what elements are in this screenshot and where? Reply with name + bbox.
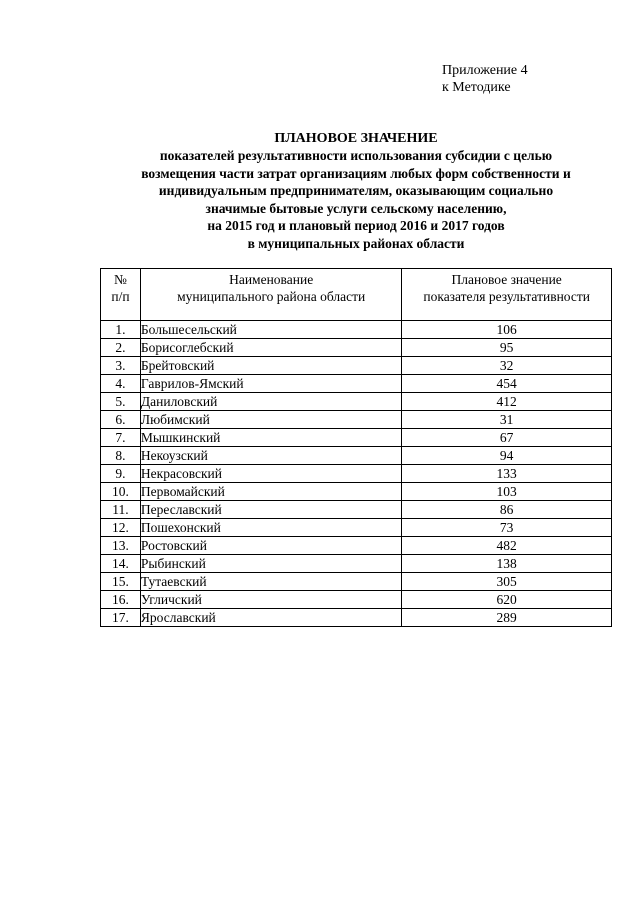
- plan-value: 103: [402, 483, 612, 501]
- plan-value: 305: [402, 573, 612, 591]
- table-row: [101, 609, 612, 627]
- title-line-2: возмещения части затрат организациям любых форм собственности и: [141, 165, 571, 181]
- table-header-row: [101, 269, 612, 321]
- district-name: Любимский: [140, 411, 401, 429]
- table-row: [101, 537, 612, 555]
- title-line-5: на 2015 год и плановый период 2016 и 2017 годов: [207, 218, 505, 233]
- plan-value: 32: [402, 357, 612, 375]
- row-number: 3.: [101, 357, 141, 375]
- district-name: Рыбинский: [140, 555, 401, 573]
- appendix-line-1: Приложение 4: [442, 63, 528, 78]
- table-row: [101, 591, 612, 609]
- header-num-line-2: п/п: [111, 289, 130, 304]
- district-name: Ростовский: [140, 537, 401, 555]
- district-name: Даниловский: [140, 393, 401, 411]
- row-number: 13.: [101, 537, 141, 555]
- appendix-note: [442, 62, 528, 96]
- plan-value: 620: [402, 591, 612, 609]
- appendix-line-2: к Методике: [442, 80, 511, 95]
- row-number: 11.: [101, 501, 141, 519]
- header-name: [140, 269, 401, 321]
- row-number: 4.: [101, 375, 141, 393]
- row-number: 9.: [101, 465, 141, 483]
- plan-value: 73: [402, 519, 612, 537]
- district-name: Брейтовский: [140, 357, 401, 375]
- row-number: 8.: [101, 447, 141, 465]
- header-value-line-1: Плановое значение: [451, 272, 562, 287]
- plan-value: 138: [402, 555, 612, 573]
- district-name: Мышкинский: [140, 429, 401, 447]
- district-name: Переславский: [140, 501, 401, 519]
- title-line-1: показателей результативности использования субсидии с целью: [159, 148, 553, 163]
- table-row: [101, 501, 612, 519]
- table-row: [101, 375, 612, 393]
- table-row: [101, 519, 612, 537]
- district-name: Тутаевский: [140, 573, 401, 591]
- table-row: [101, 465, 612, 483]
- plan-value: 31: [402, 411, 612, 429]
- plan-value: 94: [402, 447, 612, 465]
- table-row: [101, 573, 612, 591]
- table-row: [101, 339, 612, 357]
- header-value-line-2: показателя результативности: [423, 289, 590, 304]
- header-value: [402, 269, 612, 321]
- title-line-6: в муниципальных районах области: [247, 235, 465, 251]
- table-row: [101, 411, 612, 429]
- plan-value: 289: [402, 609, 612, 627]
- header-name-line-2: муниципального района области: [177, 289, 366, 304]
- district-name: Некрасовский: [140, 465, 401, 483]
- table-row: [101, 393, 612, 411]
- header-num: [101, 269, 141, 321]
- title-heading: ПЛАНОВОЕ ЗНАЧЕНИЕ: [274, 131, 438, 146]
- table-row: [101, 555, 612, 573]
- row-number: 5.: [101, 393, 141, 411]
- plan-value: 454: [402, 375, 612, 393]
- district-name: Угличский: [140, 591, 401, 609]
- district-name: Пошехонский: [140, 519, 401, 537]
- row-number: 6.: [101, 411, 141, 429]
- row-number: 14.: [101, 555, 141, 573]
- header-num-line-1: №: [114, 272, 127, 287]
- plan-value: 133: [402, 465, 612, 483]
- table-row: [101, 429, 612, 447]
- district-name: Первомайский: [140, 483, 401, 501]
- plan-values-table: [100, 268, 612, 627]
- row-number: 17.: [101, 609, 141, 627]
- row-number: 10.: [101, 483, 141, 501]
- row-number: 16.: [101, 591, 141, 609]
- table-row: [101, 321, 612, 339]
- table-row: [101, 483, 612, 501]
- district-name: Большесельский: [140, 321, 401, 339]
- plan-value: 412: [402, 393, 612, 411]
- plan-value: 67: [402, 429, 612, 447]
- district-name: Борисоглебский: [140, 339, 401, 357]
- district-name: Некоузский: [140, 447, 401, 465]
- title-line-4: значимые бытовые услуги сельскому населению,: [205, 200, 507, 216]
- document-title: [100, 130, 612, 252]
- row-number: 15.: [101, 573, 141, 591]
- row-number: 12.: [101, 519, 141, 537]
- table-row: [101, 447, 612, 465]
- plan-value: 95: [402, 339, 612, 357]
- row-number: 1.: [101, 321, 141, 339]
- district-name: Гаврилов-Ямский: [140, 375, 401, 393]
- row-number: 7.: [101, 429, 141, 447]
- row-number: 2.: [101, 339, 141, 357]
- plan-value: 482: [402, 537, 612, 555]
- plan-value: 106: [402, 321, 612, 339]
- table-body: [101, 321, 612, 627]
- title-line-3: индивидуальным предпринимателям, оказывающим социально: [158, 183, 554, 198]
- header-name-line-1: Наименование: [229, 272, 314, 287]
- table-row: [101, 357, 612, 375]
- plan-value: 86: [402, 501, 612, 519]
- district-name: Ярославский: [140, 609, 401, 627]
